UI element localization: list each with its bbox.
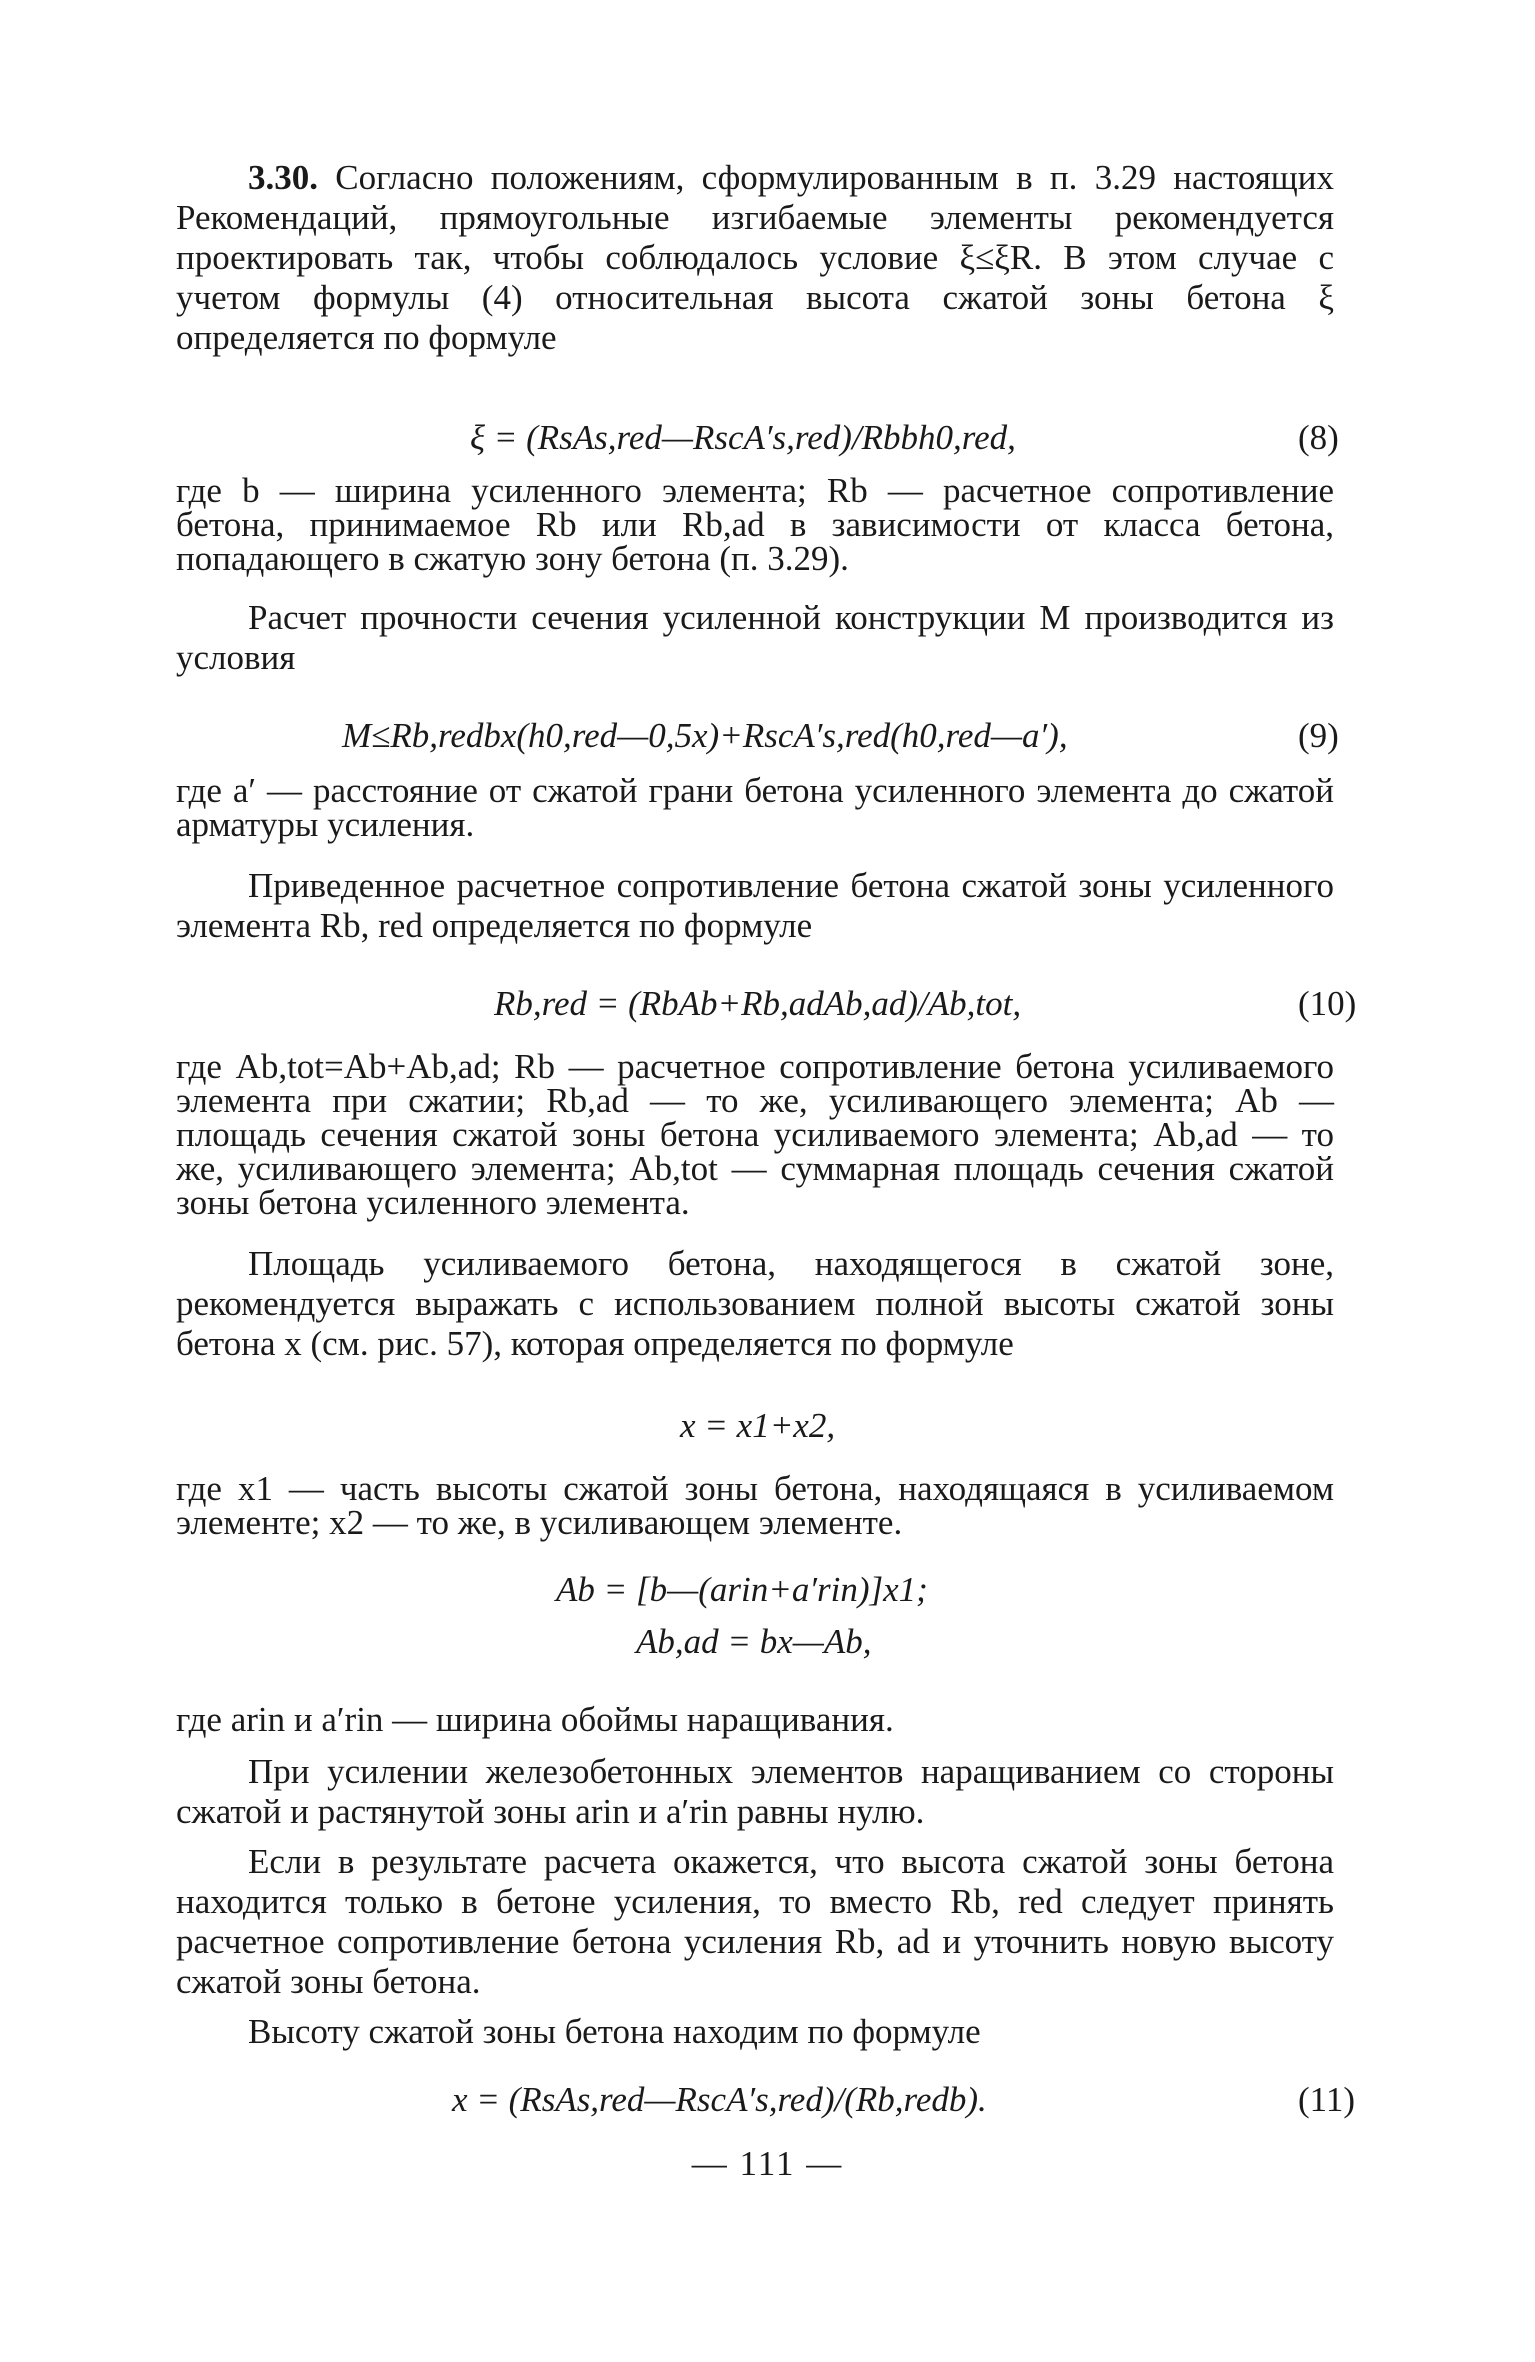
formula-9-number: (9)	[1298, 716, 1339, 755]
paragraph-where-x1: где x1 — часть высоты сжатой зоны бетона, находящаяся в усиливаемом элементе; x2 — то же, в усиливающем элементе.	[176, 1469, 1334, 1542]
formula-9: M≤Rb,redbx(h0,red—0,5x)+RscA′s,red(h0,red—a′),	[342, 716, 1068, 755]
formula-11: x = (RsAs,red—RscA′s,red)/(Rb,redb).	[452, 2080, 987, 2119]
formula-8: ξ = (RsAs,red—RscA′s,red)/Rbbh0,red,	[470, 418, 1016, 457]
formula-8-number: (8)	[1298, 418, 1339, 457]
paragraph-text: Согласно положениям, сформулированным в п. 3.29 настоящих Рекомендаций, прямоугольные изгибаемые элементы рекомендуется проектировать так, чтобы соблюдалось условие ξ≤ξR. В этом случае с учетом формулы (4) относительная высота сжатой зоны бетона ξ определяется по формуле	[176, 158, 1334, 357]
section-number: 3.30.	[248, 158, 318, 197]
formula-10-number: (10)	[1298, 984, 1357, 1023]
formula-ab-ad: Ab,ad = bx—Ab,	[636, 1622, 872, 1661]
paragraph-strengthened-concrete-area: Площадь усиливаемого бетона, находящегося в сжатой зоне, рекомендуется выражать с использованием полной высоты сжатой зоны бетона x (см. рис. 57), которая определяется по формуле	[176, 1244, 1334, 1363]
paragraph-where-arin: где arin и a′rin — ширина обоймы наращивания.	[176, 1700, 894, 1739]
paragraph-build-up: При усилении железобетонных элементов наращиванием со стороны сжатой и растянутой зоны arin и a′rin равны нулю.	[176, 1752, 1334, 1831]
paragraph-3-30	[176, 158, 1334, 358]
paragraph-if-compressed: Если в результате расчета окажется, что высота сжатой зоны бетона находится только в бетоне усиления, то вместо Rb, red следует принять расчетное сопротивление бетона усиления Rb, ad и уточнить новую высоту сжатой зоны бетона.	[176, 1842, 1334, 2001]
formula-10: Rb,red = (RbAb+Rb,adAb,ad)/Ab,tot,	[494, 984, 1022, 1023]
paragraph-reduced-resistance: Приведенное расчетное сопротивление бетона сжатой зоны усиленного элемента Rb, red определяется по формуле	[176, 866, 1334, 945]
paragraph-strength-calc: Расчет прочности сечения усиленной конструкции M производится из условия	[176, 598, 1334, 677]
page-number: — 111 —	[691, 2144, 844, 2183]
paragraph-where-b: где b — ширина усиленного элемента; Rb — расчетное сопротивление бетона, принимаемое Rb или Rb,ad в зависимости от класса бетона, попадающего в сжатую зону бетона (п. 3.29).	[176, 471, 1334, 578]
formula-ab: Ab = [b—(arin+a′rin)]x1;	[556, 1570, 928, 1609]
paragraph-find-height: Высоту сжатой зоны бетона находим по формуле	[248, 2012, 981, 2051]
formula-x: x = x1+x2,	[680, 1406, 836, 1445]
formula-11-number: (11)	[1298, 2080, 1356, 2119]
paragraph-where-a-prime: где a′ — расстояние от сжатой грани бетона усиленного элемента до сжатой арматуры усиления.	[176, 771, 1334, 844]
paragraph-where-ab-tot: где Ab,tot=Ab+Ab,ad; Rb — расчетное сопротивление бетона усиливаемого элемента при сжатии; Rb,ad — то же, усиливающего элемента; Ab — площадь сечения сжатой зоны бетона усиливаемого элемента; Ab,ad — то же, усиливающего элемента; Ab,tot — суммарная площадь сечения сжатой зоны бетона усиленного элемента.	[176, 1047, 1334, 1222]
